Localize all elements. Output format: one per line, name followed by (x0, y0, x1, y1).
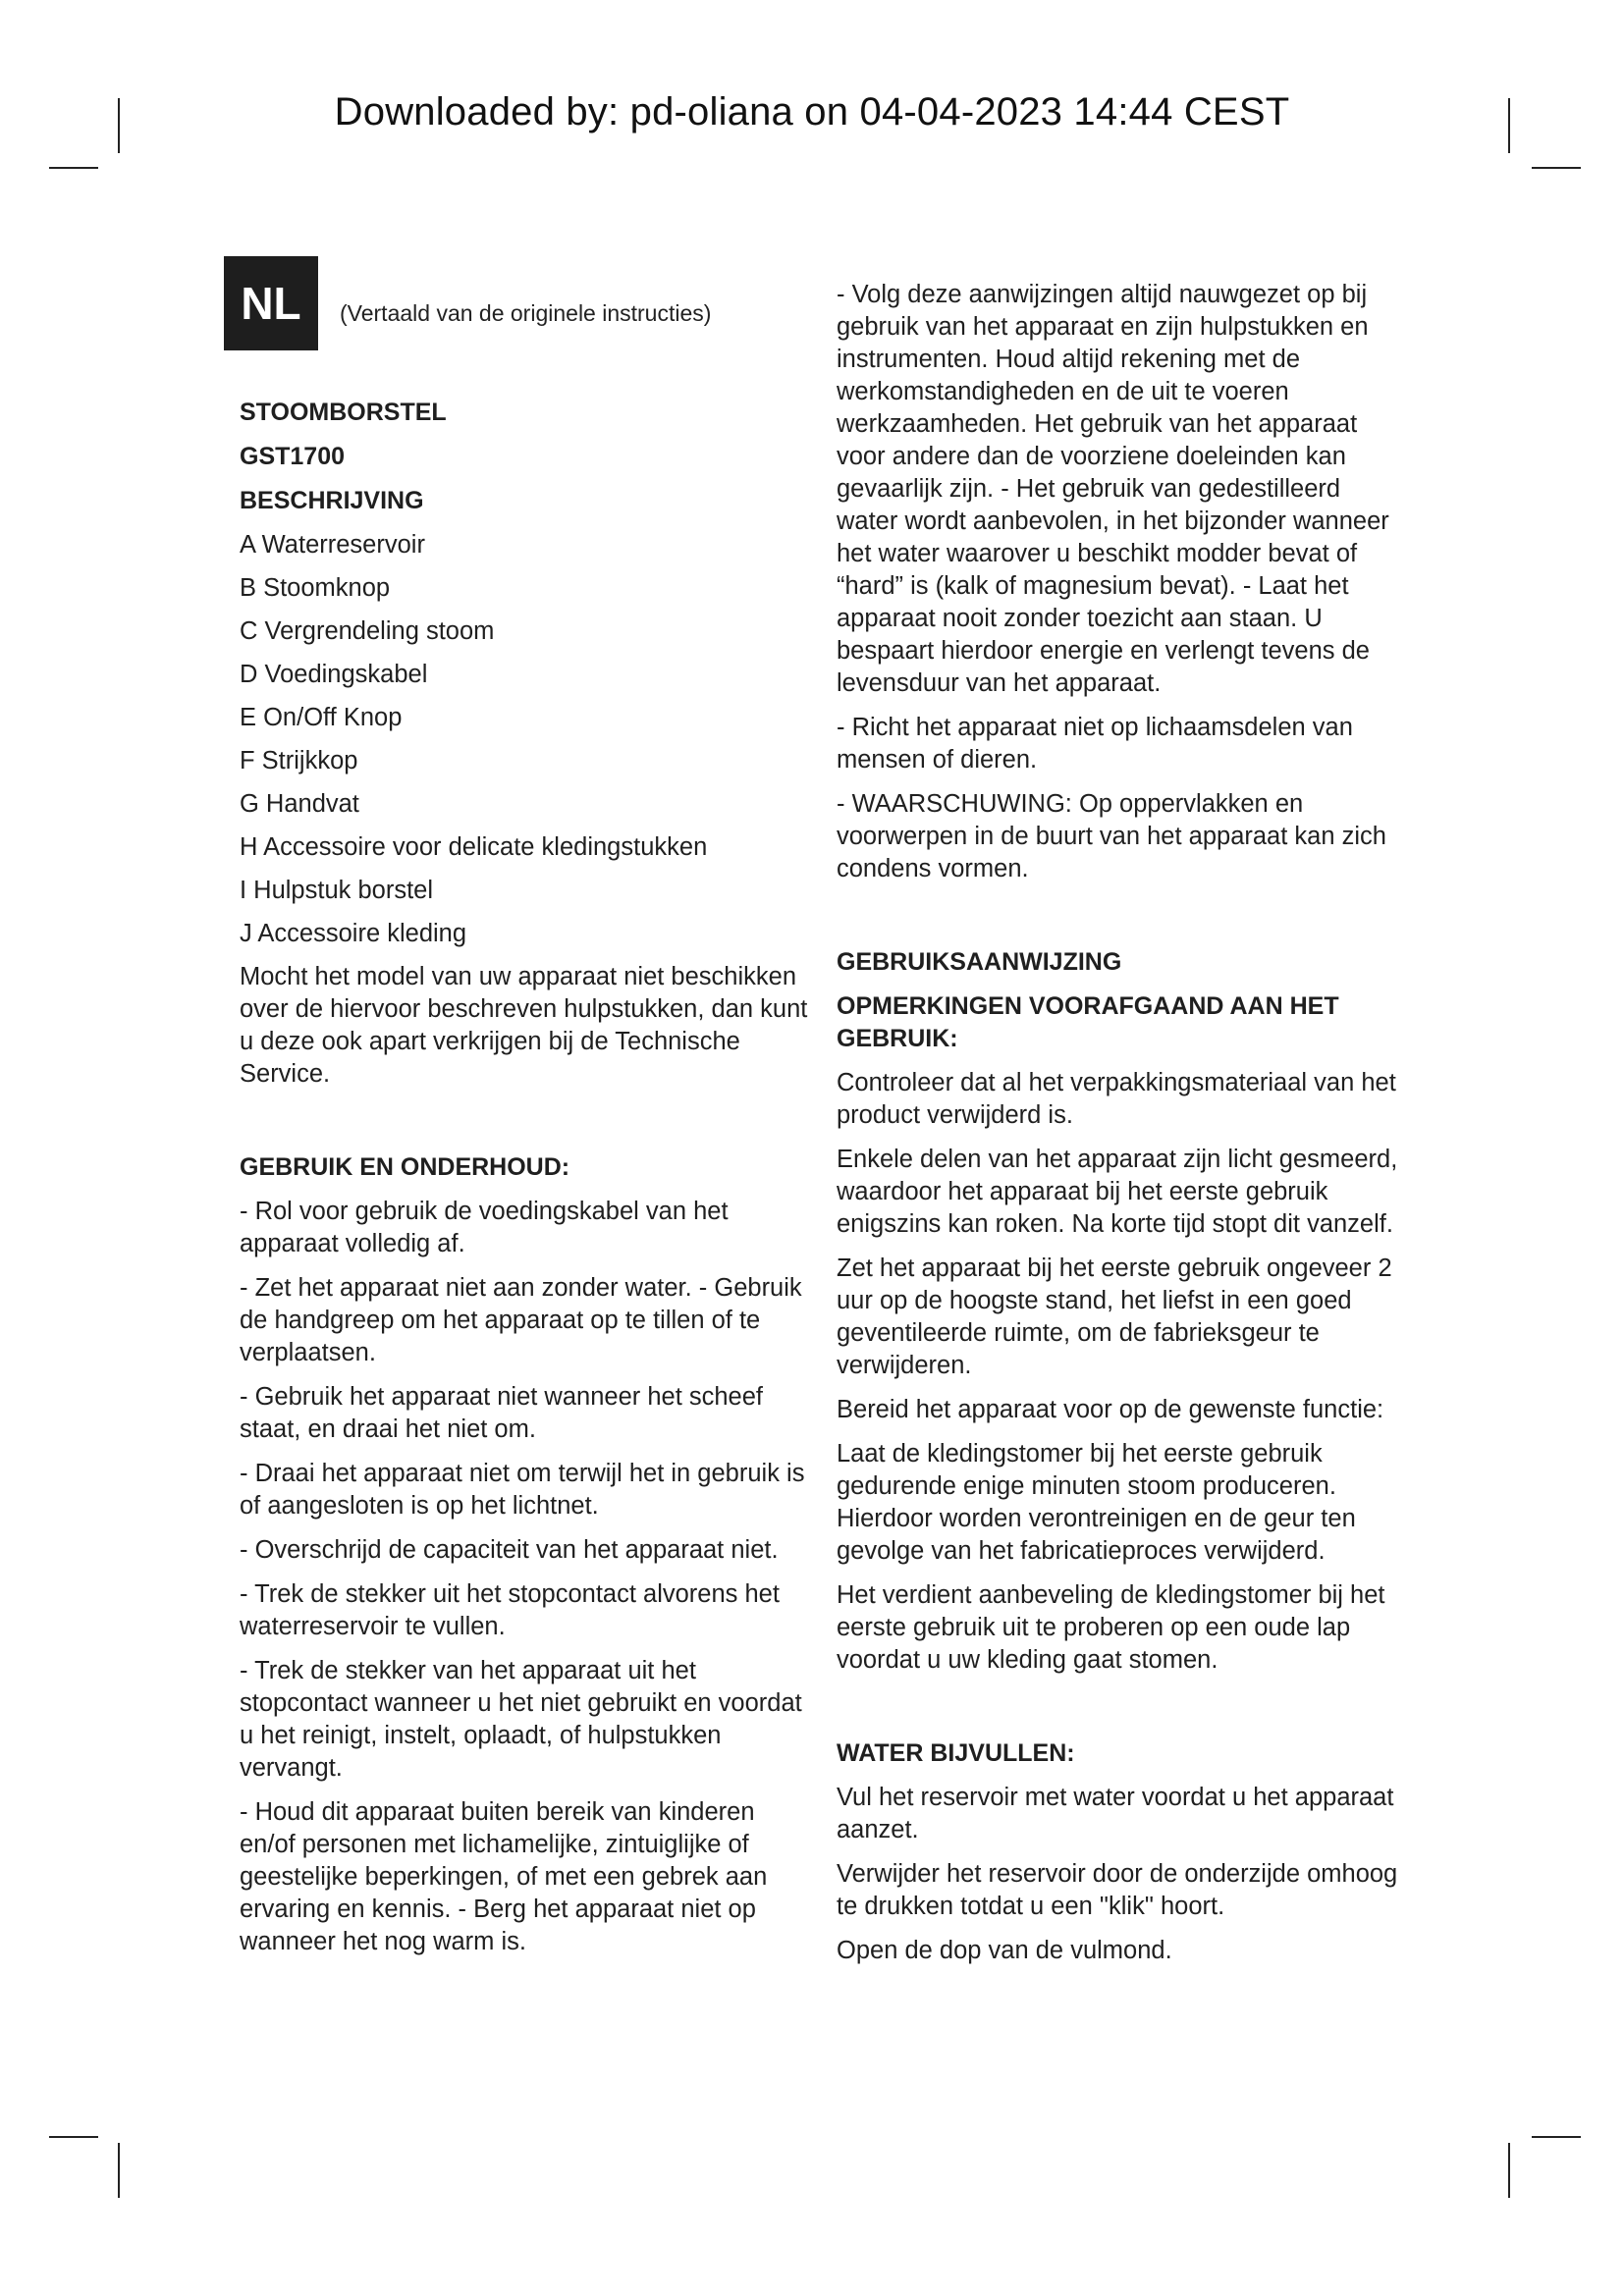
use-maintenance-heading: GEBRUIK EN ONDERHOUD: (240, 1153, 570, 1181)
paragraph: - Richt het apparaat niet op lichaamsdelen van mensen of dieren. (837, 714, 1353, 774)
paragraph: - Volg deze aanwijzingen altijd nauwgezet op bij gebruik van het apparaat en zijn hulpstukken en instrumenten. Houd altijd rekening met de werkomstandigheden en de uit te voeren werkzaamheden. Het gebruik van het apparaat voor andere dan de voorziene doeleinden kan gevaarlijk zijn. - Het gebruik van gedestilleerd water wordt aanbevolen, in het bijzonder wanneer het water waarover u beschikt modder bevat of “hard” is (kalk of magnesium bevat). - Laat het apparaat nooit zonder toezicht aan staan. U bespaart hierdoor energie en verlengt tevens de levensduur van het apparaat. (837, 281, 1389, 697)
list-item: B Stoomknop (240, 574, 391, 602)
warning-paragraph: - WAARSCHUWING: Op oppervlakken en voorwerpen in de buurt van het apparaat kan zich condens vormen. (837, 790, 1386, 882)
paragraph: Vul het reservoir met water voordat u het apparaat aanzet. (837, 1784, 1394, 1843)
crop-mark-bottom-right (1508, 2143, 1510, 2198)
paragraph: - Trek de stekker uit het stopcontact alvorens het waterreservoir te vullen. (240, 1580, 780, 1640)
paragraph: Verwijder het reservoir door de onderzijde omhoog te drukken totdat u een "klik" hoort. (837, 1860, 1398, 1920)
list-item: A Waterreservoir (240, 531, 425, 559)
paragraph: Open de dop van de vulmond. (837, 1937, 1172, 1964)
download-header: Downloaded by: pd-oliana on 04-04-2023 14:44 CEST (334, 90, 1290, 133)
crop-mark-bottom-right-h (1532, 2136, 1581, 2138)
paragraph: - Overschrijd de capaciteit van het apparaat niet. (240, 1536, 779, 1564)
paragraph: - Trek de stekker van het apparaat uit het stopcontact wanneer u het niet gebruikt en voordat u het reinigt, instelt, oplaadt, of hulpstukken vervangt. (240, 1657, 802, 1782)
paragraph: Het verdient aanbeveling de kledingstomer bij het eerste gebruik uit te proberen op een oude lap voordat u uw kleding gaat stomen. (837, 1581, 1385, 1674)
paragraph: - Zet het apparaat niet aan zonder water. - Gebruik de handgreep om het apparaat op te tillen of te verplaatsen. (240, 1274, 802, 1366)
paragraph: - Draai het apparaat niet om terwijl het in gebruik is of aangesloten is op het lichtnet. (240, 1460, 805, 1520)
language-badge: NL (224, 256, 318, 350)
product-name: STOOMBORSTEL (240, 399, 447, 426)
list-item: J Accessoire kleding (240, 920, 467, 947)
list-item: F Strijkkop (240, 747, 358, 774)
list-item: H Accessoire voor delicate kledingstukken (240, 833, 708, 861)
paragraph: - Houd dit apparaat buiten bereik van kinderen en/of personen met lichamelijke, zintuiglijke of geestelijke beperkingen, of met een gebrek aan ervaring en kennis. - Berg het apparaat niet op wanneer het nog warm is. (240, 1798, 768, 1955)
product-model: GST1700 (240, 443, 346, 470)
accessories-note: Mocht het model van uw apparaat niet beschikken over de hiervoor beschreven hulpstukken, dan kunt u deze ook apart verkrijgen bij de Technische Service. (240, 963, 808, 1088)
paragraph: Laat de kledingstomer bij het eerste gebruik gedurende enige minuten stoom produceren. Hierdoor worden verontreinigen en de geur ten gevolge van het fabricatieproces verwijderd. (837, 1440, 1356, 1565)
crop-mark-top-left-h (49, 167, 98, 169)
paragraph: Enkele delen van het apparaat zijn licht gesmeerd, waardoor het apparaat bij het eerste gebruik enigszins kan roken. Na korte tijd stopt dit vanzelf. (837, 1146, 1398, 1238)
instructions-heading: GEBRUIKSAANWIJZING (837, 948, 1122, 976)
crop-mark-bottom-left-h (49, 2136, 98, 2138)
list-item: C Vergrendeling stoom (240, 617, 495, 645)
paragraph: Zet het apparaat bij het eerste gebruik ongeveer 2 uur op de hoogste stand, het liefst in een goed geventileerde ruimte, om de fabrieksgeur te verwijderen. (837, 1255, 1392, 1379)
list-item: G Handvat (240, 790, 359, 818)
parts-list (240, 529, 809, 950)
crop-mark-bottom-left (118, 2143, 120, 2198)
paragraph: - Gebruik het apparaat niet wanneer het scheef staat, en draai het niet om. (240, 1383, 763, 1443)
description-heading: BESCHRIJVING (240, 487, 424, 514)
instructions-subheading: OPMERKINGEN VOORAFGAAND AAN HET GEBRUIK: (837, 992, 1339, 1052)
paragraph: Controleer dat al het verpakkingsmateriaal van het product verwijderd is. (837, 1069, 1396, 1129)
paragraph: Bereid het apparaat voor op de gewenste functie: (837, 1396, 1384, 1423)
water-fill-heading: WATER BIJVULLEN: (837, 1739, 1075, 1767)
left-column (240, 397, 809, 1958)
paragraph: - Rol voor gebruik de voedingskabel van het apparaat volledig af. (240, 1198, 729, 1257)
list-item: I Hulpstuk borstel (240, 877, 434, 904)
list-item: D Voedingskabel (240, 661, 428, 688)
translated-note: (Vertaald van de originele instructies) (340, 300, 712, 326)
right-column (837, 279, 1406, 1967)
crop-mark-top-right-h (1532, 167, 1581, 169)
list-item: E On/Off Knop (240, 704, 403, 731)
